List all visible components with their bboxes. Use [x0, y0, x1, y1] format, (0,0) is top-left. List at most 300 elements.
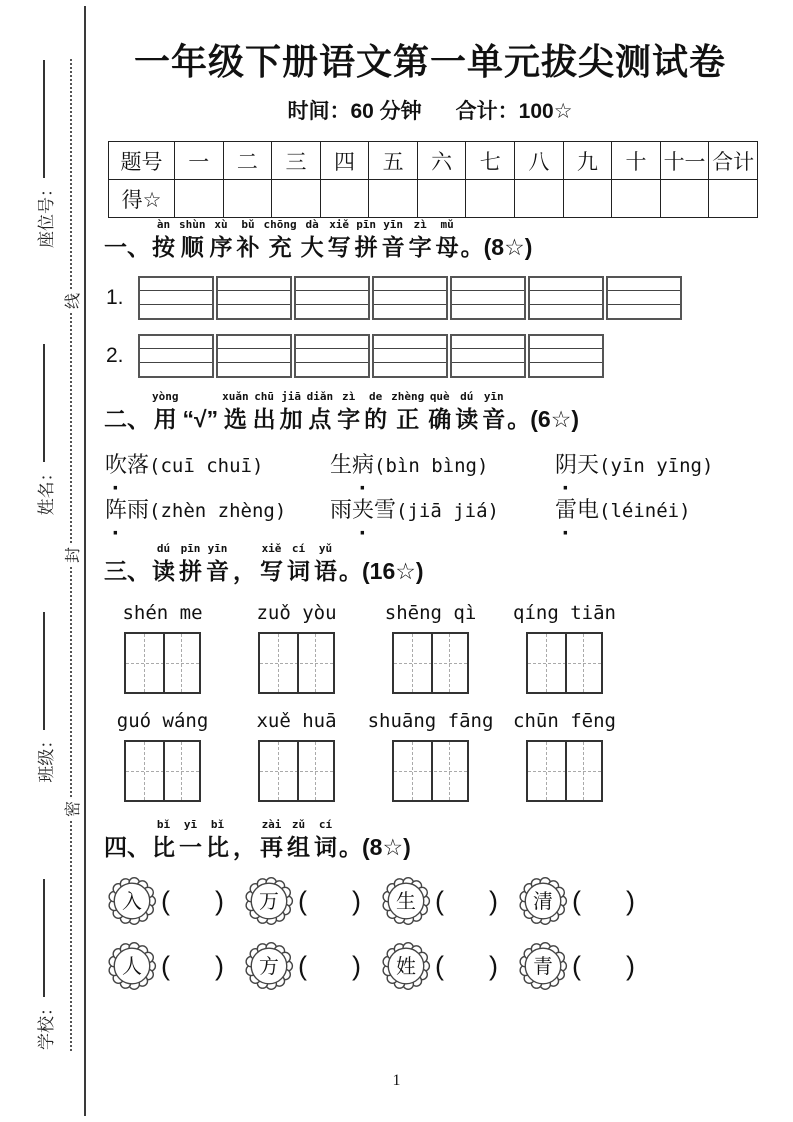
score-table-column-header: 四 — [320, 142, 369, 180]
pronunciation-item — [555, 493, 760, 524]
heading-word — [179, 818, 202, 862]
heading-word-hanzi: 拼 — [179, 558, 202, 584]
heading-word-pinyin: àn — [156, 218, 171, 231]
pronunciation-options: (jiā jiá) — [396, 500, 499, 522]
heading-word-pinyin: pīn — [180, 542, 201, 555]
student-field-label: 学校： — [36, 999, 56, 1050]
heading-word — [206, 818, 229, 862]
row-number: 2. — [106, 344, 124, 367]
pronunciation-item — [330, 448, 555, 479]
flower-char: 姓 — [396, 955, 416, 978]
heading-word — [237, 218, 260, 262]
heading-word — [391, 390, 424, 434]
word-char: 天 — [577, 452, 600, 477]
seal-line — [58, 55, 84, 1055]
section-score: 。(16☆) — [339, 558, 424, 584]
score-cell-blank — [660, 180, 709, 218]
score-table-column-header: 一 — [175, 142, 224, 180]
student-field — [32, 879, 57, 1050]
heading-word-pinyin: diǎn — [306, 390, 334, 403]
write-words-row — [100, 710, 760, 802]
heading-word-pinyin: shùn — [179, 218, 206, 231]
heading-word — [183, 404, 219, 434]
heading-word-hanzi: 字 — [337, 406, 361, 432]
heading-word-pinyin: yīn — [207, 542, 228, 555]
heading-word — [233, 556, 256, 586]
tianzige-grid — [258, 740, 335, 802]
heading-word — [287, 542, 310, 586]
heading-word — [179, 542, 202, 586]
section4-heading — [104, 818, 760, 862]
heading-word-pinyin: yǔ — [318, 542, 333, 555]
score-table-header-row — [109, 142, 758, 180]
score-cell-blank — [320, 180, 369, 218]
pinyin-word: shuāng fāng — [367, 710, 494, 732]
write-word-column — [384, 602, 477, 694]
heading-word-hanzi: 大 — [300, 234, 324, 260]
write-word-column — [513, 710, 616, 802]
word-char: 电 — [577, 497, 600, 522]
section-number: 四、 — [104, 834, 150, 860]
pronunciation-options: (bìn bìng) — [374, 455, 489, 477]
pinyin-word: chūn fēng — [513, 710, 616, 732]
heading-word-hanzi: 拼 — [354, 234, 378, 260]
compare-word-item — [380, 875, 517, 927]
heading-word — [152, 818, 175, 862]
heading-word-hanzi: ， — [233, 834, 256, 860]
pinyin-box-group — [138, 334, 604, 378]
heading-word-pinyin: zì — [342, 390, 356, 403]
four-line-pinyin-box — [528, 334, 604, 378]
pronunciation-item — [105, 448, 330, 479]
score-cell-blank — [417, 180, 466, 218]
score-table-column-header: 合计 — [709, 142, 758, 180]
four-line-pinyin-box — [450, 334, 526, 378]
heading-word-hanzi: 词 — [287, 558, 310, 584]
heading-word — [260, 818, 283, 862]
student-field-label: 班级： — [36, 731, 56, 783]
dotted-char: 雷 — [555, 497, 578, 522]
heading-word — [364, 390, 387, 434]
four-line-pinyin-box — [138, 334, 214, 378]
heading-word-pinyin: zhèng — [391, 390, 425, 403]
heading-word — [152, 390, 179, 434]
score-cell-blank — [223, 180, 272, 218]
heading-word-hanzi: 读 — [152, 558, 175, 584]
student-info-fields — [31, 60, 57, 1050]
pronunciation-item — [555, 448, 760, 479]
section1-heading — [104, 218, 760, 262]
score-table-column-header: 二 — [223, 142, 272, 180]
heading-word-pinyin: bǐ — [210, 818, 225, 831]
flower-char: 清 — [533, 890, 553, 913]
compare-word-item — [106, 940, 243, 992]
heading-word-hanzi: 音 — [482, 406, 506, 432]
flower-char: 生 — [396, 890, 416, 913]
score-cell-blank — [515, 180, 564, 218]
total-score: 合计：100☆ — [455, 100, 573, 123]
score-table-column-header: 五 — [369, 142, 418, 180]
seal-char: 密 — [64, 801, 82, 818]
heading-word — [253, 390, 276, 434]
heading-word-pinyin: xiě — [261, 542, 282, 555]
section2-heading — [104, 390, 760, 434]
dotted-word — [330, 452, 374, 477]
student-field-label: 姓名： — [36, 464, 56, 516]
compare-words-row — [100, 940, 760, 992]
heading-word-hanzi: 点 — [308, 406, 332, 432]
heading-word — [280, 390, 303, 434]
answer-paren-close: ) — [215, 950, 224, 981]
score-cell-blank — [466, 180, 515, 218]
section-score: 。(6☆) — [507, 406, 579, 432]
heading-word — [337, 390, 360, 434]
heading-word-hanzi: 一 — [179, 834, 202, 860]
seal-char: 线 — [64, 293, 82, 310]
heading-word — [287, 818, 310, 862]
pinyin-writing-row — [106, 276, 760, 320]
heading-word-pinyin: yīn — [483, 390, 504, 403]
heading-word-pinyin: yīn — [383, 218, 404, 231]
pronunciation-item — [105, 493, 330, 524]
compare-words-row — [100, 875, 760, 927]
write-word-column — [367, 710, 494, 802]
answer-paren-close: ) — [626, 950, 635, 981]
score-cell-blank — [369, 180, 418, 218]
heading-word-hanzi: 顺 — [180, 234, 204, 260]
section1-answer-rows — [100, 276, 760, 378]
paper-meta — [100, 95, 760, 125]
section-number: 三、 — [104, 558, 150, 584]
dotted-word — [555, 497, 599, 522]
score-table-score-row — [109, 180, 758, 218]
heading-word-hanzi: 词 — [314, 834, 337, 860]
heading-word — [210, 218, 233, 262]
pinyin-word: xuě huā — [256, 710, 337, 732]
pronunciation-options: (léinéi) — [599, 500, 691, 522]
score-cell-blank — [563, 180, 612, 218]
answer-paren-open: ( — [572, 885, 581, 916]
four-line-pinyin-box — [216, 276, 292, 320]
heading-word-hanzi: 字 — [408, 234, 432, 260]
heading-word — [355, 218, 378, 262]
word-char: 落 — [127, 452, 150, 477]
write-word-column — [124, 602, 201, 694]
word-char: 雪 — [374, 497, 397, 522]
heading-word-hanzi: 音 — [206, 558, 229, 584]
four-line-pinyin-box — [216, 334, 292, 378]
heading-word-pinyin: jiā — [281, 390, 302, 403]
dotted-char: 阴 — [555, 452, 578, 477]
heading-word-pinyin: dú — [156, 542, 171, 555]
heading-word — [436, 218, 459, 262]
tianzige-grid — [124, 740, 201, 802]
heading-word — [301, 218, 324, 262]
seal-char: 封 — [64, 547, 82, 564]
seal-dotted-segment — [70, 821, 72, 1051]
pronunciation-item — [330, 493, 555, 524]
answer-paren-close: ) — [489, 950, 498, 981]
score-row-label: 得☆ — [109, 180, 175, 218]
word-char: 生 — [330, 452, 353, 477]
heading-word-hanzi: 补 — [236, 234, 260, 260]
heading-word-pinyin: bǔ — [241, 218, 255, 231]
score-table-column-header: 三 — [272, 142, 321, 180]
heading-word — [264, 218, 297, 262]
write-word-column — [258, 710, 335, 802]
heading-word-pinyin: pīn — [356, 218, 377, 231]
score-cell-blank — [709, 180, 758, 218]
answer-paren-close: ) — [215, 885, 224, 916]
tianzige-grid — [526, 740, 603, 802]
answer-paren-close: ) — [489, 885, 498, 916]
pinyin-box-group — [138, 276, 682, 320]
word-char: 雨 — [330, 497, 353, 522]
heading-word-hanzi: 语 — [314, 558, 337, 584]
heading-word-pinyin: yòng — [152, 390, 179, 403]
flower-char: 青 — [533, 955, 553, 978]
dotted-char: 夹 — [352, 497, 375, 522]
pinyin-word: zuǒ yòu — [256, 602, 337, 624]
heading-word-hanzi: 再 — [260, 834, 283, 860]
four-line-pinyin-box — [372, 334, 448, 378]
write-words-row — [100, 602, 760, 694]
score-table-column-header: 六 — [417, 142, 466, 180]
dotted-char: 阵 — [105, 497, 128, 522]
heading-word-hanzi: 充 — [268, 234, 292, 260]
heading-word-pinyin: zǔ — [291, 818, 306, 831]
pinyin-word: shén me — [122, 602, 203, 624]
student-field — [32, 60, 57, 248]
margin-frame-line — [84, 6, 86, 1116]
heading-word-hanzi: 用 — [153, 406, 177, 432]
pinyin-word: shēng qì — [384, 602, 477, 624]
answer-paren-open: ( — [435, 950, 444, 981]
flower-badge — [517, 940, 569, 992]
score-cell-blank — [612, 180, 661, 218]
pinyin-writing-row — [106, 334, 760, 378]
heading-word-pinyin: xù — [214, 218, 228, 231]
heading-word — [382, 218, 405, 262]
student-field-blank-line — [43, 612, 45, 730]
heading-word-pinyin: zài — [261, 818, 282, 831]
flower-char: 人 — [122, 955, 142, 978]
flower-badge — [380, 875, 432, 927]
heading-word-hanzi: 组 — [287, 834, 310, 860]
heading-word-hanzi: 出 — [252, 406, 276, 432]
heading-word — [328, 218, 351, 262]
heading-word-hanzi: 写 — [260, 558, 283, 584]
student-field — [32, 612, 57, 783]
dotted-word — [105, 497, 149, 522]
section-score: 。(8☆) — [339, 834, 411, 860]
answer-paren-close: ) — [626, 885, 635, 916]
heading-word — [409, 218, 432, 262]
compare-word-item — [243, 875, 380, 927]
heading-word-pinyin: cí — [291, 542, 306, 555]
heading-word-pinyin: zì — [413, 218, 427, 231]
answer-paren-open: ( — [572, 950, 581, 981]
heading-word-pinyin: xuǎn — [222, 390, 249, 403]
heading-word-hanzi: 确 — [428, 406, 452, 432]
heading-word — [314, 818, 337, 862]
flower-badge — [106, 940, 158, 992]
four-line-pinyin-box — [606, 276, 682, 320]
heading-word-pinyin: de — [369, 390, 383, 403]
answer-paren-open: ( — [298, 950, 307, 981]
heading-word-pinyin: dú — [460, 390, 474, 403]
student-field — [32, 344, 57, 515]
compare-word-item — [380, 940, 517, 992]
compare-word-item — [517, 875, 654, 927]
score-table — [108, 141, 758, 218]
heading-word-hanzi: 加 — [279, 406, 303, 432]
heading-word-hanzi: 按 — [152, 234, 175, 260]
compare-word-item — [243, 940, 380, 992]
heading-word-hanzi: ， — [233, 558, 256, 584]
score-table-corner: 题号 — [109, 142, 175, 180]
heading-word-hanzi: 比 — [152, 834, 175, 860]
student-field-blank-line — [43, 344, 45, 462]
heading-word-hanzi: 读 — [455, 406, 479, 432]
answer-paren-open: ( — [298, 885, 307, 916]
word-char: 雨 — [127, 497, 150, 522]
heading-word-hanzi: 选 — [223, 406, 247, 432]
answer-paren-close: ) — [352, 885, 361, 916]
heading-word-hanzi: 音 — [381, 234, 405, 260]
section-score: 。(8☆) — [460, 234, 533, 260]
heading-word — [179, 218, 206, 262]
four-line-pinyin-box — [528, 276, 604, 320]
heading-word — [307, 390, 334, 434]
four-line-pinyin-box — [294, 276, 370, 320]
heading-word-pinyin: cí — [318, 818, 333, 831]
pronunciation-row — [100, 448, 760, 479]
flower-badge — [106, 875, 158, 927]
compare-word-item — [517, 940, 654, 992]
flower-char: 万 — [259, 890, 279, 913]
dotted-word — [105, 452, 149, 477]
score-table-column-header: 八 — [515, 142, 564, 180]
four-line-pinyin-box — [138, 276, 214, 320]
section3-items — [100, 602, 760, 802]
seal-dotted-segment — [70, 567, 72, 797]
four-line-pinyin-box — [294, 334, 370, 378]
row-number: 1. — [106, 286, 124, 309]
flower-badge — [243, 875, 295, 927]
answer-paren-open: ( — [435, 885, 444, 916]
heading-word — [455, 390, 478, 434]
heading-word-hanzi: 序 — [209, 234, 233, 260]
flower-char: 方 — [259, 955, 279, 978]
flower-badge — [380, 940, 432, 992]
pronunciation-options: (zhèn zhèng) — [149, 500, 287, 522]
score-table-column-header: 十 — [612, 142, 661, 180]
paper-content — [100, 0, 760, 992]
dotted-char: 吹 — [105, 452, 128, 477]
score-cell-blank — [272, 180, 321, 218]
seal-dotted-segment — [70, 313, 72, 543]
pronunciation-row — [100, 493, 760, 524]
dotted-word — [330, 497, 396, 522]
heading-word-pinyin: què — [429, 390, 450, 403]
heading-word-pinyin: chū — [254, 390, 275, 403]
heading-word-hanzi: 母 — [435, 234, 459, 260]
heading-word-hanzi: 正 — [396, 406, 420, 432]
heading-word — [152, 218, 175, 262]
student-field-blank-line — [43, 60, 45, 178]
heading-word — [233, 832, 256, 862]
score-cell-blank — [175, 180, 224, 218]
section2-items — [100, 448, 760, 524]
write-word-column — [513, 602, 616, 694]
heading-word — [206, 542, 229, 586]
score-table-column-header: 七 — [466, 142, 515, 180]
student-field-label: 座位号： — [36, 180, 56, 249]
pinyin-word: qíng tiān — [513, 602, 616, 624]
heading-word-pinyin: chōng — [263, 218, 297, 231]
heading-word — [260, 542, 283, 586]
score-table-column-header: 十一 — [660, 142, 709, 180]
pronunciation-options: (cuī chuī) — [149, 455, 264, 477]
section-number: 二、 — [104, 406, 150, 432]
flower-badge — [243, 940, 295, 992]
tianzige-grid — [258, 632, 335, 694]
heading-word — [482, 390, 505, 434]
write-word-column — [116, 710, 209, 802]
tianzige-grid — [392, 632, 469, 694]
four-line-pinyin-box — [372, 276, 448, 320]
heading-word-hanzi: 写 — [327, 234, 351, 260]
answer-paren-open: ( — [161, 950, 170, 981]
heading-word-pinyin: xiě — [329, 218, 350, 231]
tianzige-grid — [124, 632, 201, 694]
section3-heading — [104, 542, 760, 586]
section4-items — [100, 875, 760, 992]
heading-word — [314, 542, 337, 586]
write-word-column — [258, 602, 335, 694]
page-number: 1 — [392, 1072, 401, 1089]
flower-char: 入 — [122, 890, 142, 913]
tianzige-grid — [526, 632, 603, 694]
pinyin-word: guó wáng — [116, 710, 209, 732]
heading-word-pinyin: yī — [183, 818, 198, 831]
time-limit: 时间：60 分钟 — [287, 100, 422, 123]
score-table-column-header: 九 — [563, 142, 612, 180]
heading-word-pinyin: dà — [305, 218, 319, 231]
heading-word-pinyin: bǐ — [156, 818, 171, 831]
pronunciation-options: (yīn yīng) — [599, 455, 714, 477]
paper-title: 一年级下册语文第一单元拔尖测试卷 — [133, 41, 726, 82]
compare-word-item — [106, 875, 243, 927]
answer-paren-open: ( — [161, 885, 170, 916]
heading-word — [222, 390, 249, 434]
heading-word — [428, 390, 451, 434]
heading-word-hanzi: 比 — [206, 834, 229, 860]
heading-word-hanzi: 的 — [364, 406, 388, 432]
seal-dotted-segment — [70, 59, 72, 289]
dotted-char: 病 — [352, 452, 375, 477]
heading-word — [152, 542, 175, 586]
flower-badge — [517, 875, 569, 927]
four-line-pinyin-box — [450, 276, 526, 320]
section-number: 一、 — [104, 234, 150, 260]
answer-paren-close: ) — [352, 950, 361, 981]
student-field-blank-line — [43, 879, 45, 997]
tianzige-grid — [392, 740, 469, 802]
heading-word-hanzi: “√” — [182, 406, 219, 432]
dotted-word — [555, 452, 599, 477]
